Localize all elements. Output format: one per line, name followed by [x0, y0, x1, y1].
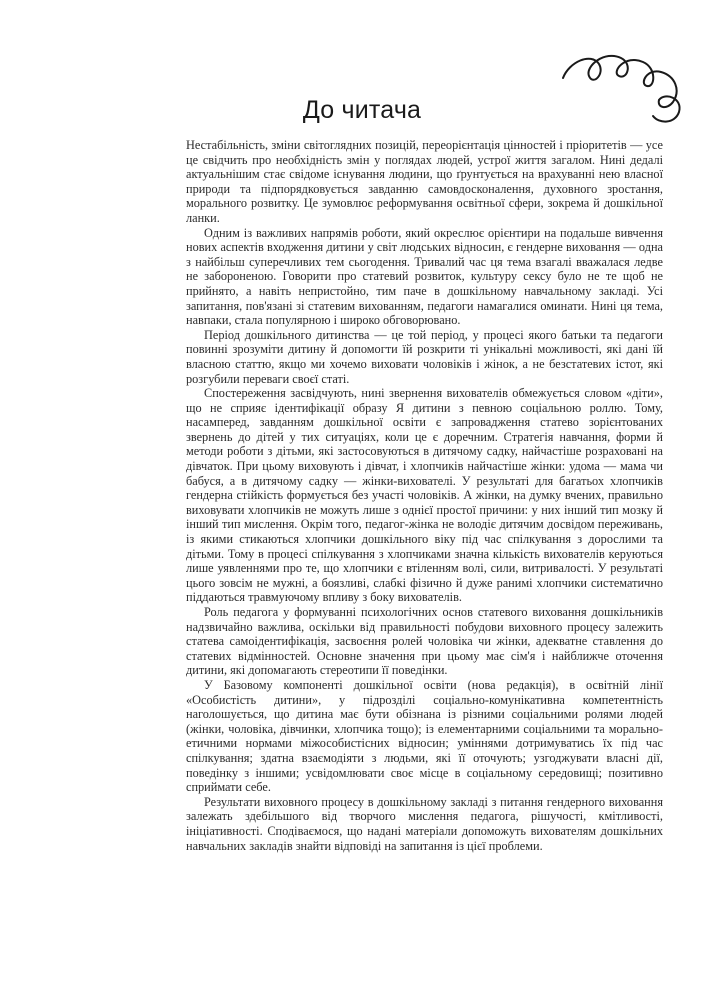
paragraph: Роль педагога у формуванні психологічних основ статевого виховання дошкільників надзвичайно важлива, оскільки від правильності побудови виховного процесу залежить статева самоідентифікація, засвоєння ролей чоловіка чи жінки, адекватне ставлення до статевих відмінностей. Основне значення при цьому має сім'я і найближче оточення дитини, які допомагають стереотипи її поведінки. — [186, 605, 663, 678]
paragraph: Одним із важливих напрямів роботи, який окреслює орієнтири на подальше вивчення нових аспектів входження дитини у світ людських відносин, є гендерне виховання — одна з найбільш суперечливих тем сьогодення. Тривалий час ця тема взагалі вважалася ледве не забороненою. Говорити про статевий розвиток, культуру сексу було не те щоб не прийнято, а навіть непристойно, тим паче в дошкільному навчальному закладі. Усі запитання, пов'язані зі статевим вихованням, педагоги намагалися оминати. Нині ця тема, навпаки, стала популярною і широко обговорювано. — [186, 225, 663, 328]
paragraph: У Базовому компоненті дошкільної освіти (нова редакція), в освітній лінії «Особистість дитини», у підрозділі соціально-комунікативна компетентність наголошується, що дитина має бути обізнана із різними соціальними ролями людей (жінки, чоловіка, дівчинки, хлопчика тощо); із елементарними соціальними та морально-етичними нормами міжособистісних відносин; уміннями дотримуватись їх під час спілкування; здатна взаємодіяти з людьми, які її оточують; узгоджувати власні дії, поведінку з іншими; усвідомлювати своє місце в соціальному середовищі; позитивно сприймати себе. — [186, 677, 663, 795]
paragraph: Нестабільність, зміни світоглядних позицій, переорієнтація цінностей і пріоритетів — усе це свідчить про необхідність змін у поглядах людей, устрої життя загалом. Нині дедалі актуальнішим стає свідоме існування людини, що ґрунтується на врахуванні нею власної природи та підпорядковується завданню самовдосконалення, духовного зростання, морального розвитку. Це зумовлює реформування освітньої сфери, зокрема й дошкільної ланки. — [186, 138, 663, 225]
page-title: До читача — [302, 96, 422, 124]
paragraph: Період дошкільного дитинства — це той період, у процесі якого батьки та педагоги повинні зрозуміти дитину й допомогти їй розкрити ті унікальні можливості, які дані їй власною статтю, якщо ми хочемо виховати чоловіків і жінок, а не безстатевих істот, які розгубили переваги своєї статі. — [186, 327, 663, 386]
paragraph: Результати виховного процесу в дошкільному закладі з питання гендерного виховання залежать здебільшого від творчого мислення педагога, рішучості, кмітливості, ініціативності. Сподіваємося, що надані матеріали допоможуть вихователям дошкільних навчальних закладів знайти відповіді на запитання із цієї проблеми. — [186, 794, 663, 853]
paragraph: Спостереження засвідчують, нині звернення вихователів обмежується словом «діти», що не сприяє ідентифікації образу Я дитини з певною соціальною роллю. Тому, насамперед, завданням дошкільної освіти є запровадження статево зорієнтованих звернень до дітей у тих ситуаціях, коли це є доречним. Стратегія навчання, форми й методи роботи з дітьми, які застосовуються в дитячому садку, найчастіше розраховані на дівчаток. При цьому виховують і дівчат, і хлопчиків найчастіше жінки: удома — мама чи бабуся, а в дитячому садку — жінки-вихователі. У результаті для багатьох хлопчиків гендерна стійкість формується без участі чоловіків. А жінки, на думку вчених, правильно виховувати хлопчиків не можуть лише з однієї простої причини: у них інший тип мозку й інший тип мислення. Окрім того, педагог-жінка не володіє дитячим досвідом переживань, із якими стикаються хлопчики дошкільного віку під час спілкування з дорослими та дітьми. Тому в процесі спілкування з хлопчиками значна кількість вихователів керуються лише уявленнями про те, що хлопчики є втіленням волі, сили, витривалості. У результаті цього зовсім не мужні, а боязливі, слабкі фізично й дуже ранимі хлопчики систематично піддаються травмуючому впливу з боку вихователів. — [186, 386, 663, 605]
body-text — [186, 138, 663, 853]
